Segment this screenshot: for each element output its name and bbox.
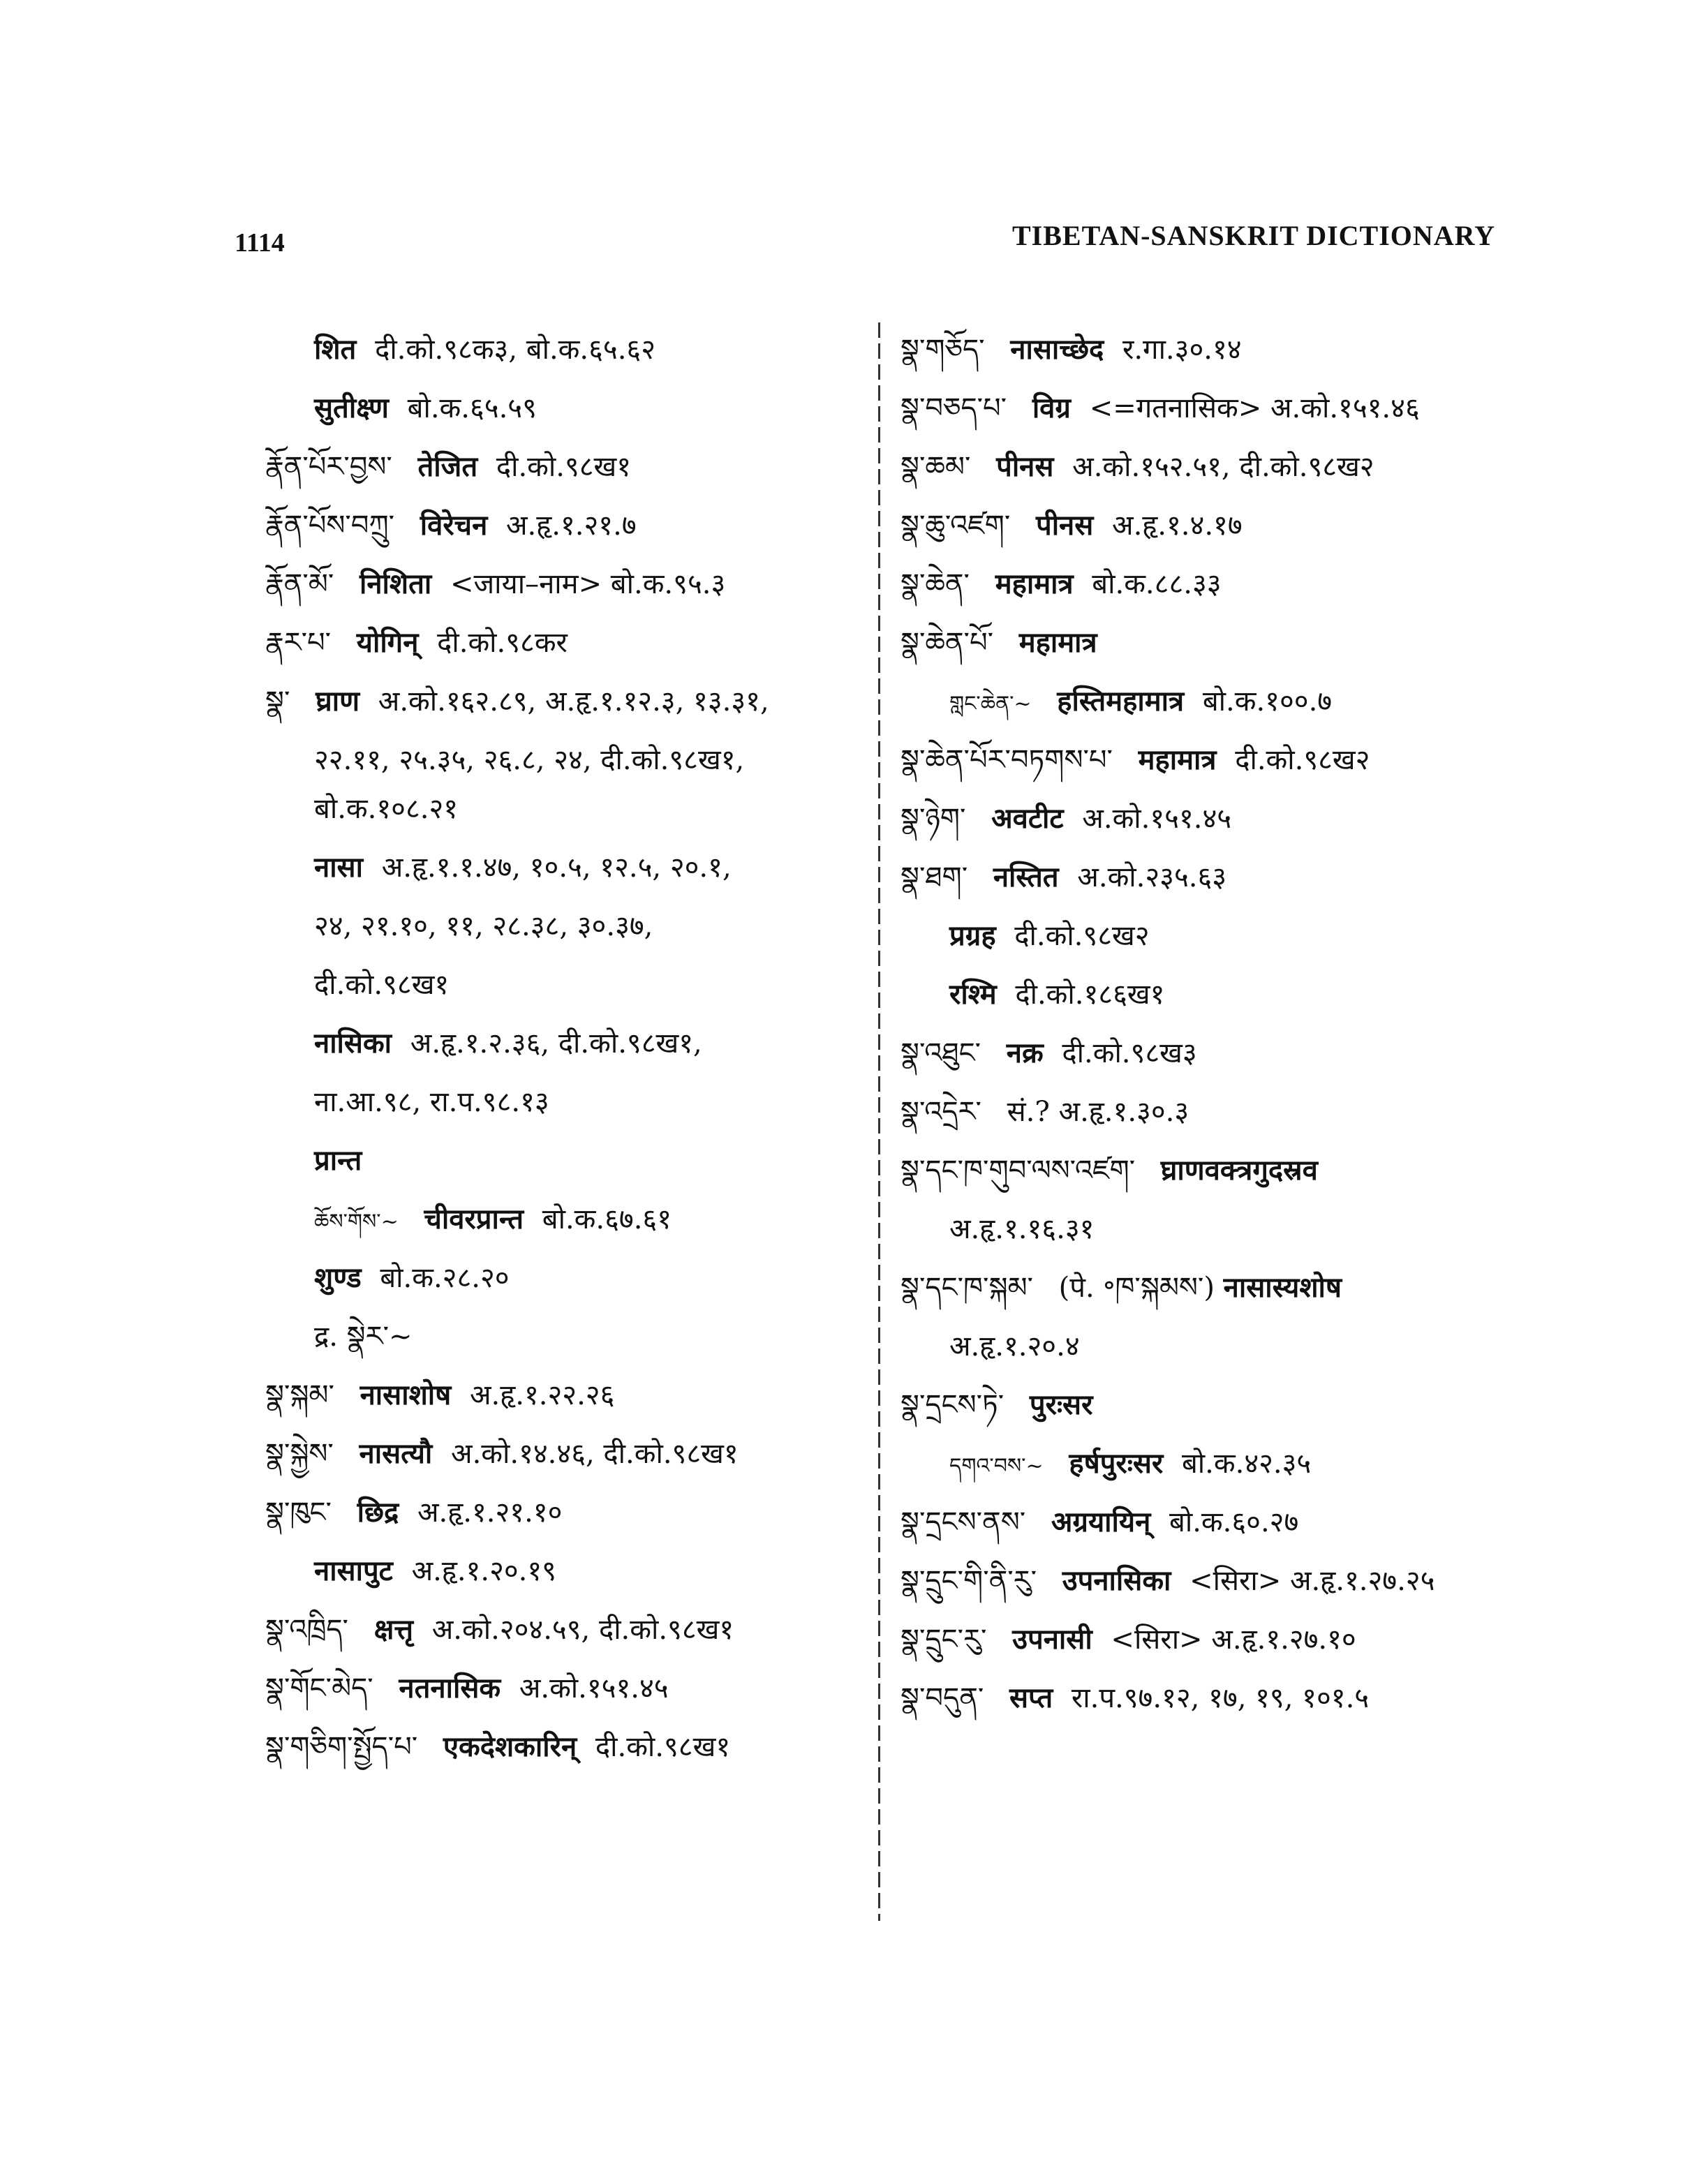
compound-prefix: ཆོས་གོས་~ [314,1210,399,1234]
sanskrit-equivalent: घ्राणवक्त्रगुदस्रव [1160,1154,1318,1187]
source-reference: दी.को.९८ख३ [1062,1037,1197,1069]
dictionary-entry [900,1442,1529,1485]
source-reference: दी.को.९८ख१ [314,969,450,1001]
source-reference: दी.को.९८ख२ [1235,744,1370,776]
tibetan-headword: རྣོན་པོར་བྱས་ [265,451,392,483]
source-reference: बो.क.६७.६१ [542,1203,672,1235]
dictionary-entry [265,328,880,371]
sanskrit-equivalent: पुरःसर [1029,1388,1093,1421]
source-reference: बो.क.६०.२७ [1169,1506,1299,1538]
dictionary-entry [265,1667,880,1710]
dictionary-entry [265,905,880,948]
source-reference: दी.को.९८कर [437,627,568,659]
source-reference: सं.? अ.हृ.१.३०.३ [1007,1096,1189,1128]
source-reference: (पे. ॰ཁ་སྐམས་) [1058,1272,1215,1304]
dictionary-entry [900,1383,1529,1427]
dictionary-entry [265,1725,880,1769]
sanskrit-equivalent: नतनासिक [399,1672,501,1704]
sanskrit-equivalent: प्रान्त [314,1144,362,1177]
dictionary-entry [900,973,1529,1016]
source-reference: अ.हृ.१.४.१७ [1112,510,1243,542]
source-reference: अ.हृ.१.२.३६, दी.को.९८ख१, [410,1027,702,1060]
dictionary-entry [900,1208,1529,1251]
source-reference: २४, २१.१०, ११, २८.३८, ३०.३७, [314,910,653,942]
source-reference: द्र. སྣེར་~ [314,1321,413,1353]
dictionary-entry [900,1618,1529,1661]
dictionary-entry [900,504,1529,547]
dictionary-entry [265,1198,880,1241]
dictionary-entry [900,1149,1529,1192]
source-reference: अ.हृ.१.२१.१० [417,1496,563,1529]
source-reference: अ.को.१४.४६, दी.को.९८ख१ [451,1438,739,1470]
tibetan-headword: སྣ་འདྲེར་ [900,1096,981,1128]
source-reference: अ.को.१५२.५१, दी.को.९८ख२ [1072,451,1374,483]
compound-prefix: དགའ་བས་~ [949,1454,1044,1478]
source-reference: दी.को.९८ख१ [496,451,632,483]
sanskrit-equivalent: एकदेशकारिन् [443,1730,577,1763]
source-reference: २२.११, २५.३५, २६.८, २४, दी.को.९८ख१, [314,744,745,776]
dictionary-entry [265,1608,880,1651]
tibetan-headword: སྣ་དྲངས་ནས་ [900,1506,1026,1538]
source-reference: अ.को.१५१.४५ [519,1672,669,1704]
source-reference: अ.हृ.१.१६.३१ [949,1213,1095,1245]
sanskrit-equivalent: महामात्र [995,567,1074,600]
source-reference: अ.हृ.१.२०.१९ [411,1555,556,1587]
source-reference: बो.क.१००.७ [1202,685,1333,718]
source-reference: अ.को.१५१.४५ [1082,803,1232,835]
dictionary-entry [900,797,1529,840]
sanskrit-equivalent: रश्मि [949,978,997,1011]
dictionary-entry [900,387,1529,430]
sanskrit-equivalent: अवटीट [991,802,1064,835]
dictionary-entry [900,1266,1529,1309]
source-reference: दी.को.१८६ख१ [1015,979,1165,1011]
tibetan-headword: སྣ་བཅད་པ་ [900,392,1007,424]
compound-prefix: གླང་ཆེན་~ [949,692,1032,716]
dictionary-entry [265,1550,880,1593]
dictionary-entry [265,787,880,831]
sanskrit-equivalent: सुतीक्ष्ण [314,392,389,424]
source-reference: ना.आ.९८, रा.प.९८.१३ [314,1086,549,1118]
dictionary-entry [900,1325,1529,1368]
source-reference: अ.को.२०४.५९, दी.को.९८ख१ [431,1614,734,1646]
sanskrit-equivalent: पीनस [1035,509,1094,542]
tibetan-headword: སྣ་ཐག་ [900,861,968,893]
tibetan-headword: རྣོན་པོས་བཀྲུ་ [265,510,394,542]
dictionary-entry [265,680,880,723]
dictionary-entry [265,1022,880,1065]
dictionary-entry [900,445,1529,489]
tibetan-headword: སྣ་ [265,685,290,718]
sanskrit-equivalent: नासाशोष [360,1379,452,1411]
source-reference: <सिरा> अ.हृ.१.२७.१० [1111,1624,1356,1656]
tibetan-headword: སྣ་འཁྲིད་ [265,1614,348,1646]
dictionary-entry [265,846,880,889]
sanskrit-equivalent: तेजित [417,450,478,483]
page-number: 1114 [235,228,285,258]
tibetan-headword: སྣ་ཆམ་ [900,451,971,483]
tibetan-headword: སྣ་སྐམ་ [265,1379,334,1411]
left-column [265,328,880,1784]
source-reference: अ.को.२३५.६३ [1077,861,1227,893]
dictionary-entry [265,621,880,664]
dictionary-entry [265,1491,880,1534]
dictionary-entry [900,563,1529,606]
dictionary-entry [265,504,880,547]
source-reference: अ.हृ.१.२२.२६ [469,1379,615,1411]
tibetan-headword: སྣ་ཁུང་ [265,1496,332,1529]
source-reference: रा.प.९७.१२, १७, १९, १०१.५ [1071,1682,1370,1714]
source-reference: अ.हृ.१.२१.७ [506,510,637,542]
dictionary-entry [900,1090,1529,1134]
dictionary-entry [265,387,880,430]
sanskrit-equivalent: नासिका [314,1027,392,1060]
dictionary-entry [900,856,1529,899]
tibetan-headword: སྣ་གཅིག་སྤྱོད་པ་ [265,1731,418,1763]
sanskrit-equivalent: सप्त [1009,1681,1053,1714]
tibetan-headword: སྣ་དྲངས་ཏེ་ [900,1389,1005,1421]
dictionary-entry [265,1432,880,1476]
source-reference: बो.क.२८.२० [380,1262,510,1294]
sanskrit-equivalent: नासत्यौ [359,1437,433,1470]
dictionary-entry [265,1256,880,1300]
tibetan-headword: སྣ་བདུན་ [900,1682,984,1714]
source-reference: बो.क.६५.५९ [407,392,537,424]
sanskrit-equivalent: विरेचन [420,509,488,542]
dictionary-entry [265,1080,880,1124]
source-reference: र.गा.३०.१४ [1122,334,1242,366]
tibetan-headword: རྣར་པ་ [265,627,332,659]
sanskrit-equivalent: हस्तिमहामात्र [1057,685,1185,718]
sanskrit-equivalent: नक्र [1006,1037,1044,1069]
dictionary-entry [265,1139,880,1182]
sanskrit-equivalent: निशिता [359,567,432,600]
tibetan-headword: སྣ་སྐྱེས་ [265,1438,334,1470]
source-reference: बो.क.४२.३५ [1181,1448,1312,1480]
dictionary-entry [265,1374,880,1417]
sanskrit-equivalent: उपनासिका [1062,1564,1171,1597]
sanskrit-equivalent: पीनस [996,450,1054,483]
tibetan-headword: སྣ་ཆེན་པོ་ [900,627,993,659]
tibetan-headword: སྣ་འཐུང་ [900,1037,981,1069]
dictionary-entry [900,621,1529,664]
tibetan-headword: སྣ་ཉེག་ [900,803,966,835]
tibetan-headword: རྣོན་མོ་ [265,568,334,600]
tibetan-headword: སྣ་དྲུང་གི་ནི་རུ་ [900,1565,1037,1597]
tibetan-headword: སྣ་ཆེན་པོར་བཏགས་པ་ [900,744,1113,776]
sanskrit-equivalent: छिद्र [357,1496,399,1529]
source-reference: अ.को.१६२.८९, अ.हृ.१.१२.३, १३.३१, [378,685,769,718]
dictionary-entry [265,738,880,782]
tibetan-headword: སྣ་དང་ཁ་སྐམ་ [900,1272,1033,1304]
sanskrit-equivalent: शित [314,333,357,366]
sanskrit-equivalent: योगिन् [356,626,419,659]
sanskrit-equivalent: नस्तित [993,861,1059,893]
source-reference: अ.हृ.१.२०.४ [949,1330,1080,1362]
source-reference: दी.को.९८ख२ [1014,920,1150,952]
dictionary-entry [265,445,880,489]
dictionary-entry [900,1501,1529,1544]
dictionary-entry [900,680,1529,723]
source-reference: दी.को.९८ख१ [595,1731,731,1763]
sanskrit-equivalent: प्रग्रह [949,919,996,952]
source-reference: <जाया–नाम> बो.क.९५.३ [450,568,726,600]
source-reference: <सिरा> अ.हृ.१.२७.२५ [1189,1565,1435,1597]
source-reference: दी.को.९८क३, बो.क.६५.६२ [375,334,656,366]
source-reference: बो.क.१०८.२१ [314,793,459,825]
source-reference: <=गतनासिक> अ.को.१५१.४६ [1089,392,1420,424]
dictionary-entry [900,1032,1529,1075]
sanskrit-equivalent: विग्र [1032,392,1071,424]
tibetan-headword: སྣ་ཆུ་འཛག་ [900,510,1011,542]
sanskrit-equivalent: महामात्र [1138,743,1217,776]
sanskrit-equivalent: अग्रयायिन् [1051,1506,1151,1538]
sanskrit-equivalent: नासा [314,851,363,884]
sanskrit-equivalent: क्षत्तृ [373,1613,414,1646]
dictionary-entry [900,914,1529,958]
source-reference: बो.क.८८.३३ [1092,568,1222,600]
sanskrit-equivalent: नासाच्छेद [1010,333,1104,366]
tibetan-headword: སྣ་གོང་མེད་ [265,1672,373,1704]
sanskrit-equivalent: उपनासी [1012,1623,1092,1656]
dictionary-entry [265,563,880,606]
sanskrit-equivalent: नासापुट [314,1554,393,1587]
tibetan-headword: སྣ་དྲུང་རུ་ [900,1624,987,1656]
sanskrit-equivalent: घ्राण [316,685,360,718]
sanskrit-equivalent: नासास्यशोष [1223,1271,1342,1304]
sanskrit-equivalent: चीवरप्रान्त [424,1203,524,1235]
dictionary-entry [265,963,880,1006]
source-reference: अ.हृ.१.१.४७, १०.५, १२.५, २०.१, [381,852,732,884]
right-column [900,328,1529,1735]
dictionary-entry [900,738,1529,782]
dictionary-entry [900,328,1529,371]
tibetan-headword: སྣ་ཆེན་ [900,568,970,600]
sanskrit-equivalent: हर्षपुरःसर [1069,1447,1164,1480]
running-head: TIBETAN-SANSKRIT DICTIONARY [1012,220,1496,251]
dictionary-entry [265,1315,880,1358]
dictionary-entry [900,1559,1529,1603]
sanskrit-equivalent: महामात्र [1018,626,1097,659]
sanskrit-equivalent: शुण्ड [314,1261,362,1294]
dictionary-entry [900,1677,1529,1720]
tibetan-headword: སྣ་གཅོད་ [900,334,985,366]
tibetan-headword: སྣ་དང་ཁ་གུབ་ལས་འཛག་ [900,1154,1136,1187]
